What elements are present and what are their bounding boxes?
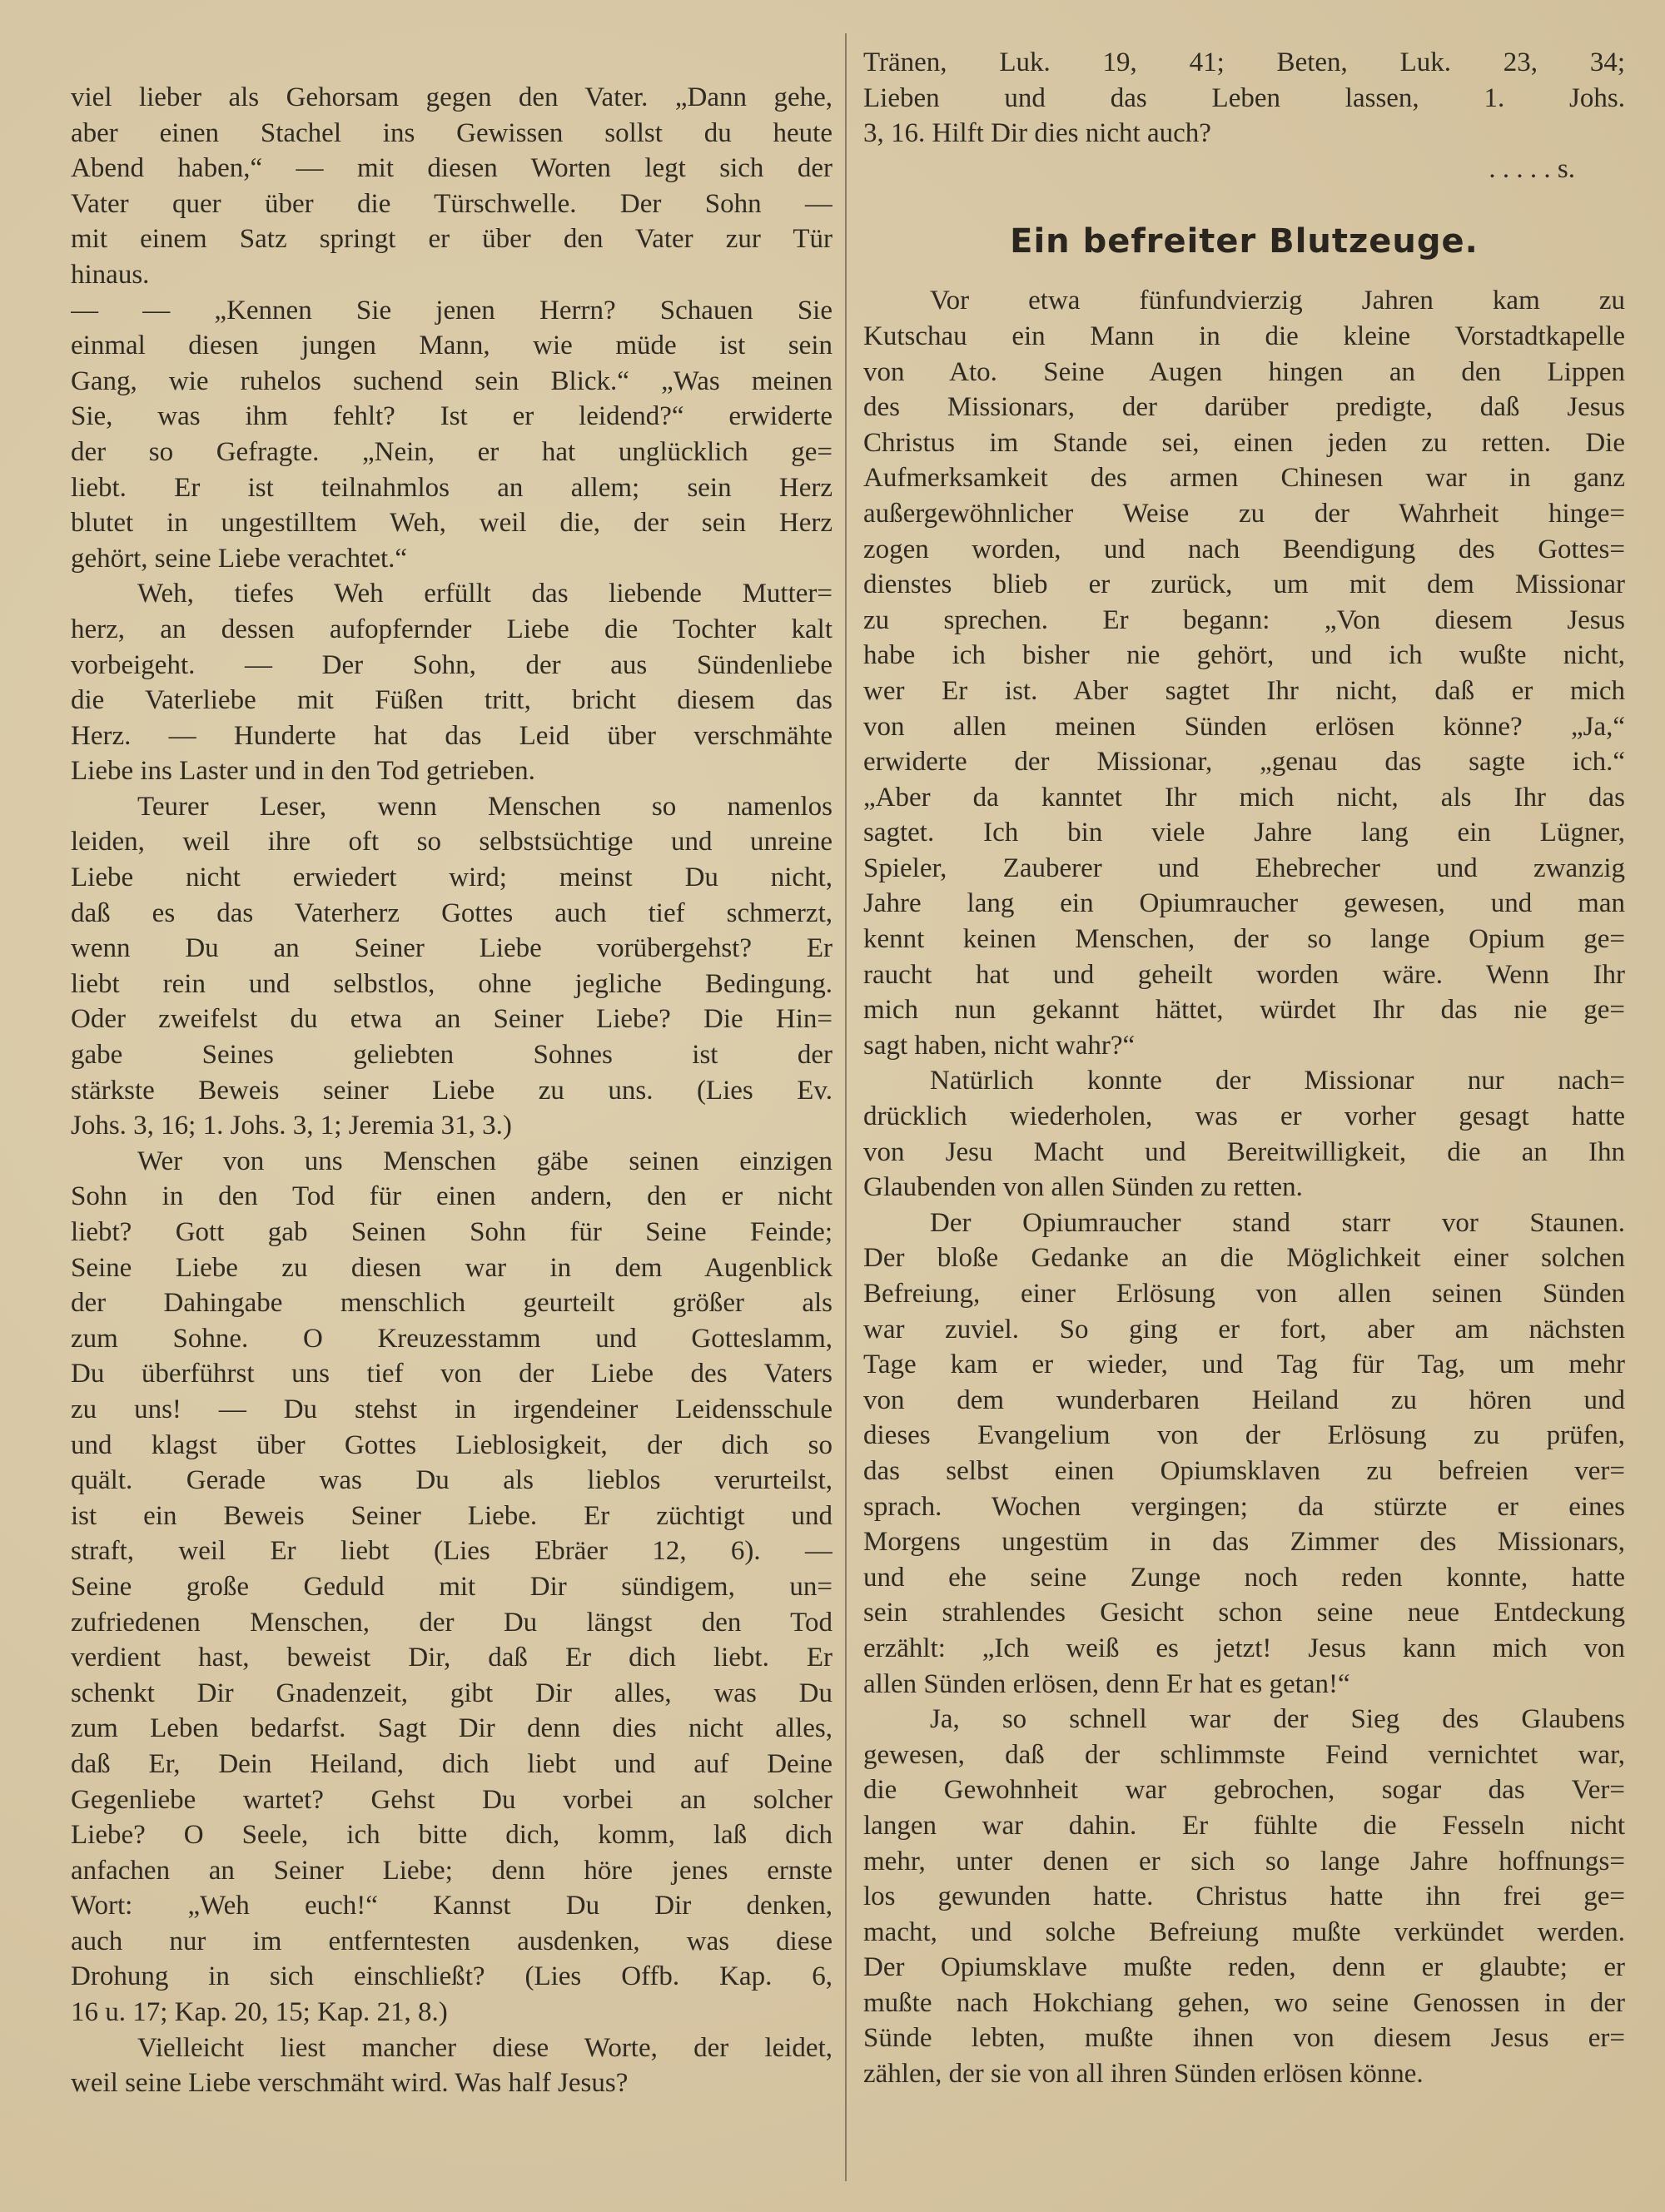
text-line: von Ato. Seine Augen hingen an den Lippen — [863, 356, 1625, 387]
text-line: Vater quer über die Türschwelle. Der Sohn — — [71, 188, 832, 219]
text-line: verdient hast, beweist Dir, daß Er dich liebt. Er — [71, 1643, 832, 1673]
text-line: anfachen an Seiner Liebe; denn höre jenes ernste — [71, 1855, 832, 1886]
text-line: gabe Seines geliebten Sohnes ist der — [71, 1040, 832, 1071]
text-line: liebt rein und selbstlos, ohne jegliche Bedingung. — [71, 968, 832, 999]
text-line: Liebe ins Laster und in den Tod getrieben. — [71, 756, 535, 787]
text-line: viel lieber als Gehorsam gegen den Vater. „Dann gehe, — [71, 82, 832, 112]
text-line: war zuviel. So ging er fort, aber am nächsten — [863, 1314, 1625, 1345]
text-line: Teurer Leser, wenn Menschen so namenlos — [137, 791, 832, 822]
text-line: Jahre lang ein Opiumraucher gewesen, und man — [863, 888, 1625, 919]
text-line: wer Er ist. Aber sagtet Ihr nicht, daß er mich — [863, 675, 1625, 706]
text-line: dienstes blieb er zurück, um mit dem Missionar — [863, 569, 1625, 600]
text-line: Kutschau ein Mann in die kleine Vorstadtkapelle — [863, 321, 1625, 351]
text-line: Du überführst uns tief von der Liebe des Vaters — [71, 1359, 832, 1389]
text-line: Seine große Geduld mit Dir sündigem, un= — [71, 1571, 832, 1602]
text-line: 3, 16. Hilft Dir dies nicht auch? — [863, 118, 1211, 149]
text-line: aber einen Stachel ins Gewissen sollst du heute — [71, 117, 832, 148]
text-line: die Vaterliebe mit Füßen tritt, bricht diesem das — [71, 685, 832, 716]
text-line: raucht hat und geheilt worden wäre. Wenn Ihr — [863, 959, 1625, 990]
text-line: von Jesu Macht und Bereitwilligkeit, die an Ihn — [863, 1136, 1625, 1167]
text-line: Der bloße Gedanke an die Möglichkeit einer solchen — [863, 1243, 1625, 1274]
text-line: Tränen, Luk. 19, 41; Beten, Luk. 23, 34; — [863, 47, 1625, 77]
text-line: mußte nach Hokchiang gehen, wo seine Genossen in der — [863, 1987, 1625, 2018]
text-line: von allen meinen Sünden erlösen könne? „Ja,“ — [863, 711, 1625, 742]
text-line: zogen worden, und nach Beendigung des Gottes= — [863, 534, 1625, 564]
article-title: Ein befreiter Blutzeuge. — [1010, 222, 1479, 261]
closing-passage — [863, 45, 1625, 186]
text-line: Sohn in den Tod für einen andern, den er nicht — [71, 1181, 832, 1212]
text-line: gehört, seine Liebe verachtet.“ — [71, 543, 408, 574]
text-line: außergewöhnlicher Weise zu der Wahrheit hinge= — [863, 498, 1625, 529]
text-line: das selbst einen Opiumsklaven zu befreien ver= — [863, 1455, 1625, 1486]
text-line: Vielleicht liest mancher diese Worte, der leidet, — [137, 2032, 832, 2063]
text-line: Vor etwa fünfundvierzig Jahren kam zu — [930, 286, 1625, 316]
text-line: Ja, so schnell war der Sieg des Glaubens — [930, 1704, 1625, 1735]
text-line: auch nur im entferntesten ausdenken, was diese — [71, 1926, 832, 1956]
text-line: einmal diesen jungen Mann, wie müde ist sein — [71, 331, 832, 361]
text-line: . . . . . s. — [1489, 153, 1575, 184]
text-line: zu sprechen. Er begann: „Von diesem Jesus — [863, 604, 1625, 635]
text-line: — — „Kennen Sie jenen Herrn? Schauen Sie — [71, 295, 832, 326]
text-line: Der Opiumraucher stand starr vor Staunen. — [930, 1207, 1625, 1238]
text-line: zu uns! — Du stehst in irgendeiner Leidensschule — [71, 1394, 832, 1424]
text-line: straft, weil Er liebt (Lies Ebräer 12, 6). — — [71, 1536, 832, 1567]
text-line: und ehe seine Zunge noch reden konnte, hatte — [863, 1562, 1625, 1593]
text-line: quält. Gerade was Du als lieblos verurteilst, — [71, 1465, 832, 1496]
text-line: Natürlich konnte der Missionar nur nach= — [930, 1066, 1625, 1096]
text-line: Der Opiumsklave mußte reden, denn er glaubte; er — [863, 1952, 1625, 1983]
text-line: Glaubenden von allen Sünden zu retten. — [863, 1172, 1303, 1203]
text-line: Johs. 3, 16; 1. Johs. 3, 1; Jeremia 31, 3.) — [71, 1111, 512, 1141]
text-line: wenn Du an Seiner Liebe vorübergehst? Er — [71, 933, 832, 964]
text-line: herz, an dessen aufopfernder Liebe die Tochter kalt — [71, 614, 832, 644]
text-line: Sünde lebten, mußte ihnen von diesem Jesus er= — [863, 2023, 1625, 2054]
text-line: zählen, der sie von all ihren Sünden erlösen könne. — [863, 2059, 1424, 2090]
text-line: Liebe nicht erwiedert wird; meinst Du nicht, — [71, 862, 832, 893]
text-line: zum Sohne. O Kreuzesstamm und Gotteslamm, — [71, 1323, 832, 1354]
text-line: und klagst über Gottes Lieblosigkeit, der dich so — [71, 1429, 832, 1460]
text-line: schenkt Dir Gnadenzeit, gibt Dir alles, was Du — [71, 1678, 832, 1708]
text-line: Lieben und das Leben lassen, 1. Johs. — [863, 82, 1625, 113]
text-line: Aufmerksamkeit des armen Chinesen war in ganz — [863, 463, 1625, 494]
text-line: Liebe? O Seele, ich bitte dich, komm, laß dich — [71, 1820, 832, 1851]
text-line: stärkste Beweis seiner Liebe zu uns. (Lies Ev. — [71, 1075, 832, 1106]
text-line: „Aber da kanntet Ihr mich nicht, als Ihr das — [863, 782, 1625, 813]
text-line: 16 u. 17; Kap. 20, 15; Kap. 21, 8.) — [71, 1997, 448, 2028]
text-line: Wer von uns Menschen gäbe seinen einzigen — [137, 1146, 832, 1176]
text-line: Befreiung, einer Erlösung von allen seinen Sünden — [863, 1279, 1625, 1309]
column-divider — [845, 33, 847, 2181]
text-line: kennt keinen Menschen, der so lange Opium ge= — [863, 924, 1625, 955]
text-line: Gang, wie ruhelos suchend sein Blick.“ „Was meinen — [71, 365, 832, 396]
text-line: erzählt: „Ich weiß es jetzt! Jesus kann mich von — [863, 1633, 1625, 1663]
text-line: Sie, was ihm fehlt? Ist er leidend?“ erwiderte — [71, 401, 832, 432]
text-line: daß Er, Dein Heiland, dich liebt und auf Deine — [71, 1748, 832, 1779]
text-line: los gewunden hatte. Christus hatte ihn frei ge= — [863, 1881, 1625, 1912]
text-line: weil seine Liebe verschmäht wird. Was half Jesus? — [71, 2068, 629, 2099]
text-line: Wort: „Weh euch!“ Kannst Du Dir denken, — [71, 1891, 832, 1921]
text-line: Spieler, Zauberer und Ehebrecher und zwanzig — [863, 852, 1625, 883]
article-body — [863, 283, 1625, 2091]
left-column — [71, 80, 832, 2101]
text-line: macht, und solche Befreiung mußte verkündet werden. — [863, 1916, 1625, 1947]
text-line: Weh, tiefes Weh erfüllt das liebende Mutter= — [137, 579, 832, 609]
text-line: drücklich wiederholen, was er vorher gesagt hatte — [863, 1101, 1625, 1132]
text-line: zufriedenen Menschen, der Du längst den Tod — [71, 1607, 832, 1638]
text-line: liebt. Er ist teilnahmlos an allem; sein Herz — [71, 472, 832, 503]
text-line: sein strahlendes Gesicht schon seine neue Entdeckung — [863, 1598, 1625, 1628]
text-line: dieses Evangelium von der Erlösung zu prüfen, — [863, 1420, 1625, 1451]
text-line: der Dahingabe menschlich geurteilt größer als — [71, 1288, 832, 1319]
text-line: Gegenliebe wartet? Gehst Du vorbei an solcher — [71, 1784, 832, 1815]
text-line: gewesen, daß der schlimmste Feind vernichtet war, — [863, 1739, 1625, 1770]
text-line: des Missionars, der darüber predigte, daß Jesus — [863, 392, 1625, 423]
text-line: Christus im Stande sei, einen jeden zu retten. Die — [863, 427, 1625, 458]
text-line: die Gewohnheit war gebrochen, sogar das Ver= — [863, 1775, 1625, 1806]
text-line: Abend haben,“ — mit diesen Worten legt sich der — [71, 153, 832, 184]
text-line: Oder zweifelst du etwa an Seiner Liebe? Die Hin= — [71, 1004, 832, 1035]
text-line: zum Leben bedarfst. Sagt Dir denn dies nicht alles, — [71, 1713, 832, 1744]
text-line: allen Sünden erlösen, denn Er hat es getan!“ — [863, 1668, 1350, 1699]
text-line: habe ich bisher nie gehört, und ich wußte nicht, — [863, 640, 1625, 671]
text-line: hinaus. — [71, 259, 150, 290]
text-line: langen war dahin. Er fühlte die Fesseln nicht — [863, 1810, 1625, 1841]
text-line: leiden, weil ihre oft so selbstsüchtige und unreine — [71, 827, 832, 857]
text-line: erwiderte der Missionar, „genau das sagte ich.“ — [863, 747, 1625, 778]
text-line: sagtet. Ich bin viele Jahre lang ein Lügner, — [863, 818, 1625, 848]
text-line: mit einem Satz springt er über den Vater zur Tür — [71, 224, 832, 255]
text-line: mich nun gekannt hättet, würdet Ihr das nie ge= — [863, 995, 1625, 1026]
right-column — [863, 45, 1625, 2092]
text-line: Morgens ungestüm in das Zimmer des Missionars, — [863, 1527, 1625, 1558]
text-line: daß es das Vaterherz Gottes auch tief schmerzt, — [71, 897, 832, 928]
text-line: Seine Liebe zu diesen war in dem Augenblick — [71, 1252, 832, 1283]
text-line: der so Gefragte. „Nein, er hat unglücklich ge= — [71, 436, 832, 467]
text-line: vorbeigeht. — Der Sohn, der aus Sündenliebe — [71, 649, 832, 680]
text-line: ist ein Beweis Seiner Liebe. Er züchtigt und — [71, 1500, 832, 1531]
text-line: Drohung in sich einschließt? (Lies Offb. Kap. 6, — [71, 1961, 832, 1992]
text-line: mehr, unter denen er sich so lange Jahre hoffnungs= — [863, 1846, 1625, 1876]
text-line: sprach. Wochen vergingen; da stürzte er eines — [863, 1491, 1625, 1522]
text-line: von dem wunderbaren Heiland zu hören und — [863, 1384, 1625, 1415]
text-line: blutet in ungestilltem Weh, weil die, der sein Herz — [71, 508, 832, 539]
text-line: sagt haben, nicht wahr?“ — [863, 1030, 1136, 1061]
text-line: liebt? Gott gab Seinen Sohn für Seine Feinde; — [71, 1217, 832, 1247]
text-line: Herz. — Hunderte hat das Leid über verschmähte — [71, 720, 832, 751]
text-line: Tage kam er wieder, und Tag für Tag, um mehr — [863, 1350, 1625, 1380]
